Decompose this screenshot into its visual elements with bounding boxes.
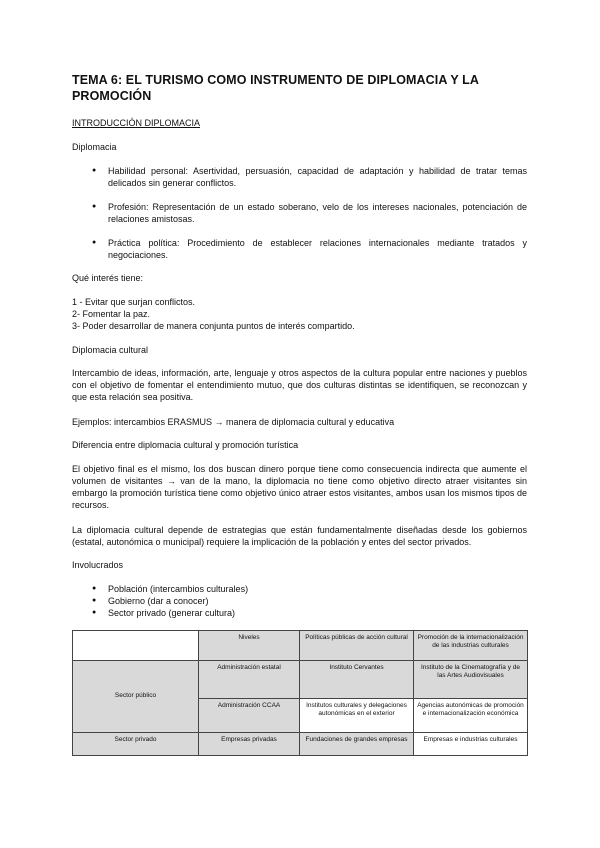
section-heading: INTRODUCCIÓN DIPLOMACIA	[72, 118, 201, 128]
diferencia-paragraph-2: La diplomacia cultural depende de estrategias que están fundamentalmente diseñadas desde los gobiernos (estatal, autonómica o municipal) requiere la implicación de la población y entes del sector privados.	[72, 525, 527, 547]
table-cell: Administración CCAA	[199, 699, 300, 733]
table-cell: Fundaciones de grandes empresas	[300, 733, 414, 756]
involucrados-heading: Involucrados	[72, 560, 124, 570]
table-row	[73, 661, 528, 699]
diplomacia-heading: Diplomacia	[72, 142, 117, 152]
interes-heading: Qué interés tiene:	[72, 273, 144, 283]
table-cell: Agencias autonómicas de promoción e internacionalización económica	[414, 699, 528, 733]
sector-publico-cell: Sector público	[73, 661, 199, 733]
table-cell: Institutos culturales y delegaciones autonómicas en el exterior	[300, 699, 414, 733]
diferencia-paragraph-1: El objetivo final es el mismo, los dos buscan dinero porque tiene como consecuencia indirecta que aumente el volumen de visitantes → van de la mano, la diplomacia no tiene como objetivo directo atraer visitantes sin embargo la promoción turística tiene como objetivo único atraer estos visitantes, ambos usan los mismos tipos de recursos.	[72, 464, 527, 510]
list-item: ● Habilidad personal: Asertividad, persuasión, capacidad de adaptación y habilidad de tratar temas delicados sin generar conflictos.	[92, 165, 527, 189]
interes-item: 2- Fomentar la paz.	[72, 309, 151, 319]
cultural-paragraph: Intercambio de ideas, información, arte, lenguaje y otros aspectos de la cultura popular entre naciones y pueblos con el objetivo de fomentar el entendimiento mutuo, que dos culturas distintas se identifiquen, se reconozcan y que esta relación sea positiva.	[72, 368, 527, 402]
comparison-table	[72, 630, 528, 756]
table-row	[73, 733, 528, 756]
table-cell: Empresas e industrias culturales	[414, 733, 528, 756]
table-header-cell: Niveles	[199, 631, 300, 661]
table-cell: Instituto de la Cinematografía y de las Artes Audiovisuales	[414, 661, 528, 699]
ejemplos-text: Ejemplos: intercambios ERASMUS → manera de diplomacia cultural y educativa	[72, 417, 395, 427]
table-header-row	[73, 631, 528, 661]
list-item: ● Sector privado (generar cultura)	[92, 607, 527, 619]
page-title: TEMA 6: EL TURISMO COMO INSTRUMENTO DE DIPLOMACIA Y LA PROMOCIÓN	[72, 73, 479, 103]
cultural-heading: Diplomacia cultural	[72, 345, 149, 355]
list-item: ● Población (intercambios culturales)	[92, 583, 527, 595]
involucrados-list	[92, 583, 527, 619]
diplomacia-list	[92, 165, 527, 273]
list-item: ● Gobierno (dar a conocer)	[92, 595, 527, 607]
interes-item: 3- Poder desarrollar de manera conjunta puntos de interés compartido.	[72, 321, 355, 331]
interes-item: 1 - Evitar que surjan conflictos.	[72, 297, 196, 307]
table-cell: Empresas privadas	[199, 733, 300, 756]
list-item: ● Profesión: Representación de un estado soberano, velo de los intereses nacionales, potenciación de relaciones amistosas.	[92, 201, 527, 225]
table-header-cell: Promoción de la internacionalización de las industrias culturales	[414, 631, 528, 661]
list-item: ● Práctica política: Procedimiento de establecer relaciones internacionales mediante tratados y negociaciones.	[92, 237, 527, 261]
table-cell	[73, 631, 199, 661]
diferencia-heading: Diferencia entre diplomacia cultural y promoción turística	[72, 440, 299, 450]
sector-privado-cell: Sector privado	[73, 733, 199, 756]
table-cell: Administración estatal	[199, 661, 300, 699]
table-header-cell: Políticas públicas de acción cultural	[300, 631, 414, 661]
table-cell: Instituto Cervantes	[300, 661, 414, 699]
